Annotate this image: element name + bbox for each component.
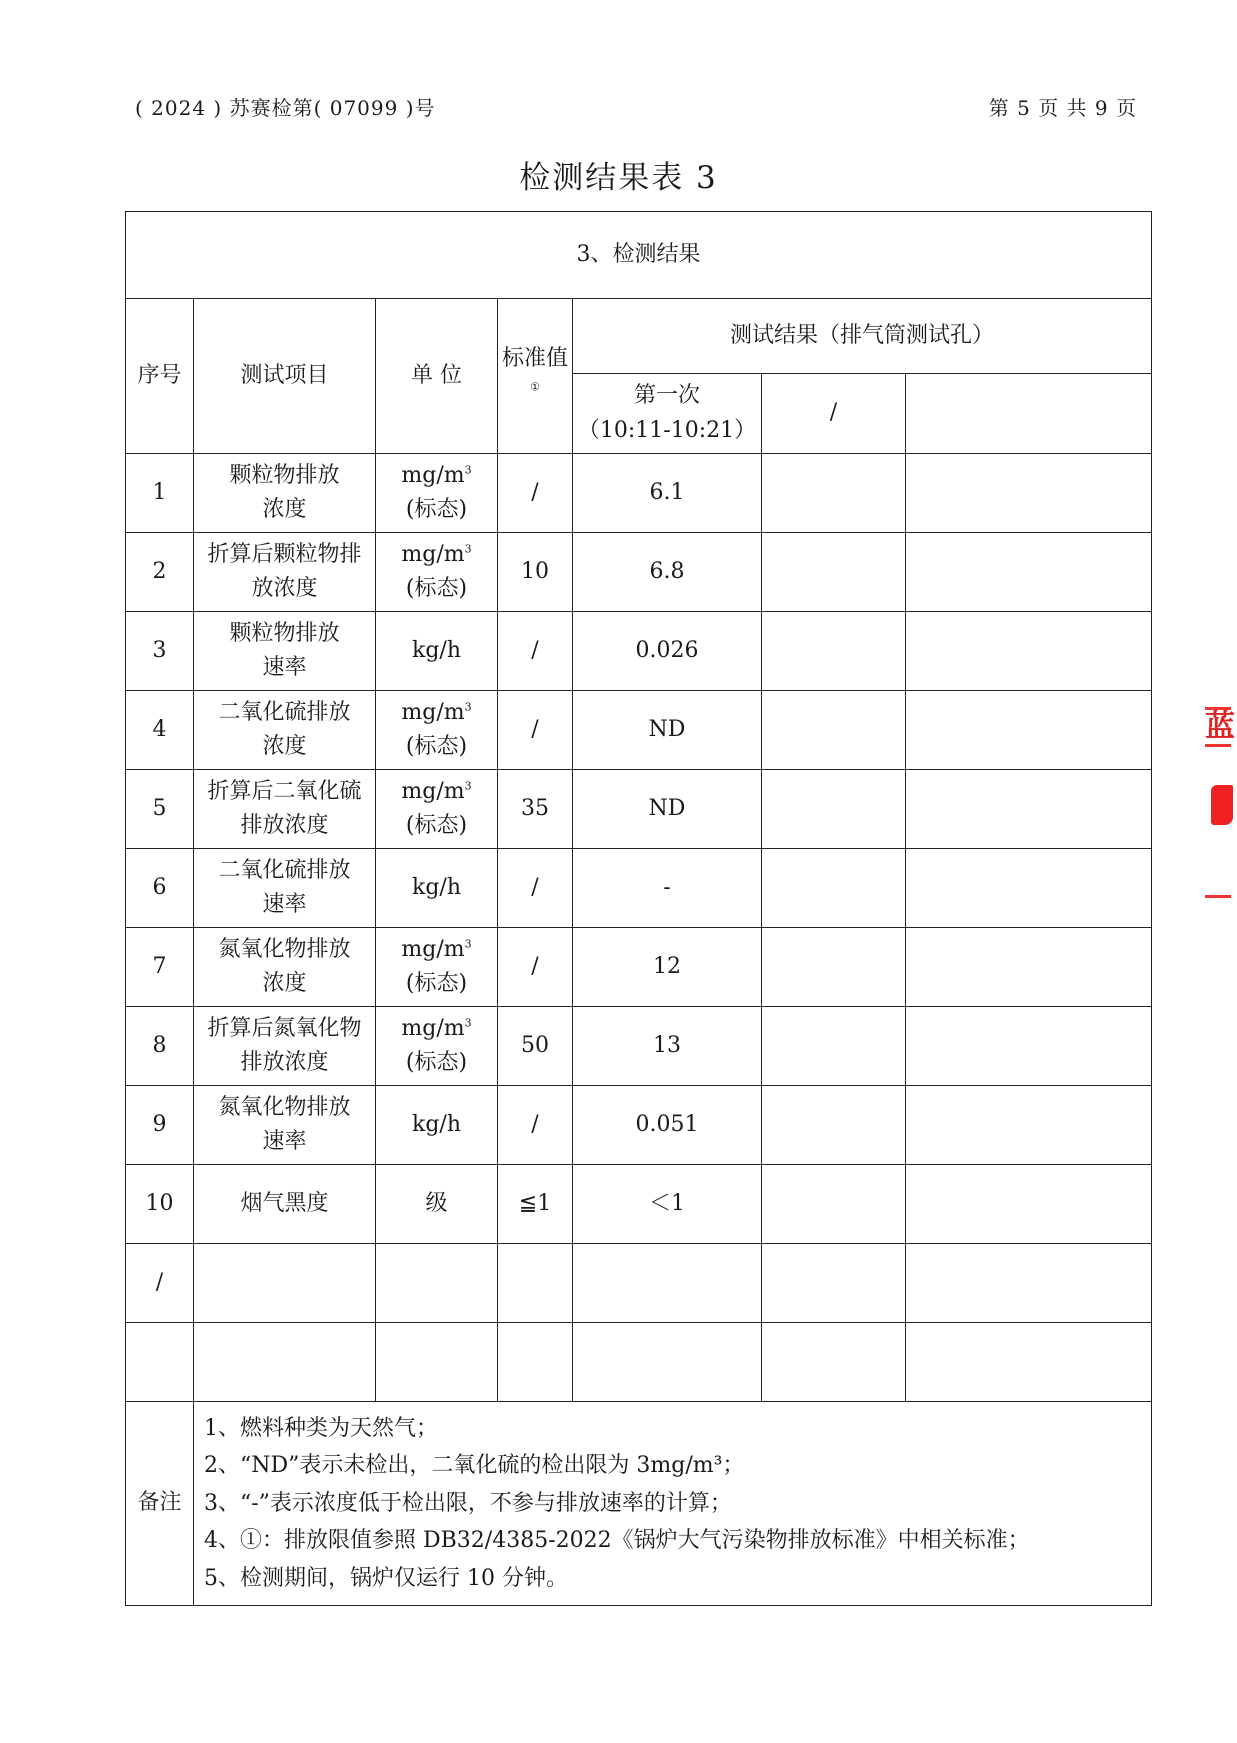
row-unit	[376, 533, 498, 612]
row-seq: 1	[126, 454, 194, 533]
row-item-line: 放浓度	[251, 576, 318, 601]
row-item-line: 颗粒物排放	[229, 462, 340, 488]
row-result-1: 12	[573, 928, 762, 1007]
row-result-1: 0.051	[573, 1086, 762, 1165]
row-unit-text: 级	[425, 1190, 448, 1216]
page-info: 第 5 页 共 9 页	[988, 96, 1137, 120]
red-seal-fragment	[1205, 705, 1237, 898]
row-unit-note: (标态)	[405, 576, 468, 601]
row-item-line: 二氧化硫排放	[218, 857, 351, 883]
row-std: /	[498, 454, 573, 533]
row-unit	[376, 691, 498, 770]
row-unit	[376, 849, 498, 928]
row-unit-main	[380, 696, 493, 730]
row-unit-text: mg/m	[401, 1015, 465, 1041]
row-std: /	[498, 1086, 573, 1165]
row-unit-text: kg/h	[412, 1111, 461, 1137]
row-item	[194, 1086, 376, 1165]
empty-cell	[376, 1244, 498, 1323]
row-result-1: 0.026	[573, 612, 762, 691]
row-seq: 3	[126, 612, 194, 691]
row-seq: 5	[126, 770, 194, 849]
col-std-label: 标准值	[502, 345, 569, 371]
row-item-line: 排放浓度	[240, 1050, 329, 1075]
row-item-line: 颗粒物排放	[229, 620, 340, 646]
row-item-line: 二氧化硫排放	[218, 699, 351, 725]
row-unit-text: mg/m	[401, 936, 465, 962]
row-unit-main	[380, 775, 493, 809]
row-unit-main	[380, 1187, 493, 1221]
row-result-3	[906, 454, 1152, 533]
row-item-line: 折算后氮氧化物	[207, 1015, 362, 1041]
row-item	[194, 770, 376, 849]
row-item-line: 速率	[262, 655, 307, 680]
row-unit	[376, 454, 498, 533]
row-item-line: 浓度	[262, 734, 307, 759]
table-row	[126, 454, 1152, 533]
row-unit-text: mg/m	[401, 541, 465, 567]
empty-cell	[498, 1244, 573, 1323]
table-row	[126, 691, 1152, 770]
row-result-3	[906, 612, 1152, 691]
row-unit-sup: 3	[464, 937, 472, 951]
row-unit	[376, 612, 498, 691]
row-unit-main	[380, 933, 493, 967]
row-result-3	[906, 1086, 1152, 1165]
row-item-line: 排放浓度	[240, 813, 329, 838]
col-std-header	[498, 299, 573, 454]
row-unit-sup: 3	[464, 542, 472, 556]
table-row	[126, 849, 1152, 928]
row-seq: 2	[126, 533, 194, 612]
note-line: 4、①：排放限值参照 DB32/4385-2022《锅炉大气污染物排放标准》中相关标准；	[204, 1528, 1030, 1554]
sub-third-header	[906, 374, 1152, 454]
row-result-3	[906, 533, 1152, 612]
empty-row	[126, 1323, 1152, 1402]
row-item-line: 浓度	[262, 497, 307, 522]
row-unit-text: kg/h	[412, 637, 461, 663]
row-unit-main	[380, 634, 493, 668]
row-result-1: ＜1	[573, 1165, 762, 1244]
row-seq: 6	[126, 849, 194, 928]
note-line: 1、燃料种类为天然气；	[204, 1416, 438, 1441]
results-table	[125, 211, 1152, 1606]
row-item	[194, 1007, 376, 1086]
note-line: 2、“ND”表示未检出，二氧化硫的检出限为 3mg/m³；	[204, 1453, 745, 1479]
col-unit-header: 单 位	[376, 299, 498, 454]
row-std: /	[498, 849, 573, 928]
row-unit-note: (标态)	[405, 813, 468, 838]
col-seq-header: 序号	[126, 299, 194, 454]
row-unit-text: mg/m	[401, 778, 465, 804]
row-result-2	[762, 770, 906, 849]
empty-cell	[376, 1323, 498, 1402]
row-unit-sup: 3	[464, 463, 472, 477]
sub-second-header: /	[762, 374, 906, 454]
row-result-2	[762, 1086, 906, 1165]
row-item-line: 浓度	[262, 971, 307, 996]
row-unit-main	[380, 459, 493, 493]
table-row	[126, 612, 1152, 691]
row-std: /	[498, 928, 573, 1007]
empty-cell	[573, 1244, 762, 1323]
row-std: 10	[498, 533, 573, 612]
row-seq: 8	[126, 1007, 194, 1086]
row-unit	[376, 1086, 498, 1165]
row-unit-note: (标态)	[405, 497, 468, 522]
row-result-2	[762, 928, 906, 1007]
row-result-2	[762, 1165, 906, 1244]
row-unit-main	[380, 1108, 493, 1142]
table-row	[126, 770, 1152, 849]
row-result-1: 6.8	[573, 533, 762, 612]
row-result-2	[762, 612, 906, 691]
row-result-3	[906, 1165, 1152, 1244]
note-line: 3、“-”表示浓度低于检出限，不参与排放速率的计算；	[204, 1490, 732, 1516]
row-result-1: 13	[573, 1007, 762, 1086]
sub-first-header	[573, 374, 762, 454]
empty-cell	[194, 1323, 376, 1402]
table-row	[126, 928, 1152, 1007]
row-std: ≦1	[498, 1165, 573, 1244]
empty-cell	[906, 1323, 1152, 1402]
section-label: 3、检测结果	[126, 212, 1152, 299]
row-seq: 10	[126, 1165, 194, 1244]
row-result-3	[906, 770, 1152, 849]
row-unit-text: mg/m	[401, 699, 465, 725]
footnote-mark: ①	[530, 380, 540, 394]
row-unit-sup: 3	[464, 779, 472, 793]
page-title: 检测结果表 3	[519, 160, 718, 196]
row-item-line: 速率	[262, 1129, 307, 1154]
row-result-1: ND	[573, 770, 762, 849]
seal-text: 蓝	[1205, 709, 1235, 744]
sub-first-time: （10:11-10:21）	[577, 417, 757, 443]
row-item-line: 烟气黑度	[240, 1190, 329, 1216]
row-unit-main	[380, 1012, 493, 1046]
row-unit	[376, 1165, 498, 1244]
row-result-2	[762, 454, 906, 533]
row-seq: 4	[126, 691, 194, 770]
notes-content	[194, 1402, 1152, 1606]
row-result-3	[906, 928, 1152, 1007]
empty-cell	[126, 1323, 194, 1402]
row-result-1: -	[573, 849, 762, 928]
row-unit-sup: 3	[464, 700, 472, 714]
row-std: /	[498, 691, 573, 770]
row-item	[194, 691, 376, 770]
row-seq: 7	[126, 928, 194, 1007]
row-item	[194, 928, 376, 1007]
row-std: /	[498, 612, 573, 691]
notes-row	[126, 1402, 1152, 1606]
row-std: 50	[498, 1007, 573, 1086]
empty-cell	[573, 1323, 762, 1402]
empty-cell	[762, 1244, 906, 1323]
row-unit-text: kg/h	[412, 874, 461, 900]
row-result-2	[762, 1007, 906, 1086]
table-row	[126, 1086, 1152, 1165]
row-result-1: 6.1	[573, 454, 762, 533]
empty-cell	[498, 1323, 573, 1402]
row-item	[194, 454, 376, 533]
row-result-2	[762, 849, 906, 928]
report-number: ( 2024 ) 苏赛检第( 07099 )号	[135, 96, 436, 120]
row-item-line: 折算后二氧化硫	[207, 778, 362, 804]
row-seq: 9	[126, 1086, 194, 1165]
row-unit	[376, 770, 498, 849]
row-result-3	[906, 691, 1152, 770]
empty-cell	[906, 1244, 1152, 1323]
notes-label: 备注	[126, 1402, 194, 1606]
table-row	[126, 1007, 1152, 1086]
row-std: 35	[498, 770, 573, 849]
row-item	[194, 612, 376, 691]
row-result-2	[762, 691, 906, 770]
row-unit-main	[380, 538, 493, 572]
row-item	[194, 1165, 376, 1244]
row-item	[194, 533, 376, 612]
row-unit-text: mg/m	[401, 462, 465, 488]
row-result-3	[906, 1007, 1152, 1086]
note-line: 5、检测期间，锅炉仅运行 10 分钟。	[204, 1565, 568, 1591]
row-unit-sup: 3	[464, 1016, 472, 1030]
row-item-line: 氮氧化物排放	[218, 936, 351, 962]
col-item-header: 测试项目	[194, 299, 376, 454]
row-result-3	[906, 849, 1152, 928]
extra-row-seq: /	[126, 1244, 194, 1323]
row-item	[194, 849, 376, 928]
row-unit	[376, 928, 498, 1007]
row-unit	[376, 1007, 498, 1086]
row-result-1: ND	[573, 691, 762, 770]
row-item-line: 速率	[262, 892, 307, 917]
empty-row	[126, 1244, 1152, 1323]
row-unit-note: (标态)	[405, 734, 468, 759]
table-row	[126, 1165, 1152, 1244]
empty-cell	[762, 1323, 906, 1402]
empty-cell	[194, 1244, 376, 1323]
row-unit-note: (标态)	[405, 1050, 468, 1075]
row-item-line: 折算后颗粒物排	[207, 541, 362, 567]
row-item-line: 氮氧化物排放	[218, 1094, 351, 1120]
row-unit-note: (标态)	[405, 971, 468, 996]
row-result-2	[762, 533, 906, 612]
row-unit-main	[380, 871, 493, 905]
sub-first-label: 第一次	[633, 383, 700, 409]
col-results-header: 测试结果（排气筒测试孔）	[573, 299, 1152, 374]
table-row	[126, 533, 1152, 612]
